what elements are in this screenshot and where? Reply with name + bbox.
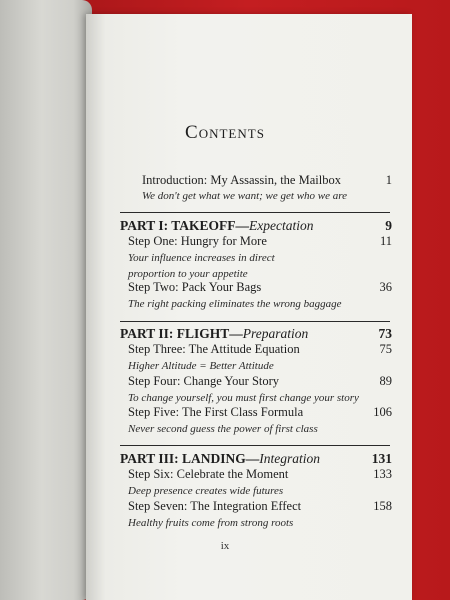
toc-step-tagline: The right packing eliminates the wrong baggage: [128, 298, 342, 310]
toc-step-tagline: To change yourself, you must first change your story: [128, 392, 359, 404]
toc-step-row: [128, 234, 392, 252]
toc-intro-tagline: We don't get what we want; we get who we are: [142, 190, 348, 202]
toc-part-2-label: PART II: FLIGHT: [120, 326, 230, 341]
section-divider: [120, 212, 390, 213]
toc-step-page: 133: [373, 467, 392, 481]
contents-title: Contents: [185, 122, 265, 143]
toc-step-page: 106: [373, 405, 392, 419]
toc-step-tagline: Deep presence creates wide futures: [128, 485, 284, 497]
toc-step-title: Step Six: Celebrate the Moment: [128, 467, 289, 481]
toc-intro-title: Introduction: My Assassin, the Mailbox: [142, 173, 341, 187]
toc-step-title: Step Three: The Attitude Equation: [128, 342, 300, 356]
toc-step-page: 75: [379, 342, 392, 356]
toc-step-row: [128, 499, 392, 517]
toc-part-1-dash: —: [235, 218, 250, 233]
bleed-through-text: [170, 58, 380, 238]
toc-step-page: 158: [373, 499, 392, 513]
toc-part-3-heading: [120, 451, 320, 467]
toc-step-tagline: Healthy fruits come from strong roots: [128, 517, 294, 529]
toc-step-title: Step Seven: The Integration Effect: [128, 499, 302, 513]
toc-step-row: [128, 280, 392, 298]
toc-part-2-heading: [120, 326, 308, 342]
toc-step-tagline: Never second guess the power of first class: [128, 423, 318, 435]
toc-part-3-dash: —: [245, 451, 260, 466]
toc-step-tagline: proportion to your appetite: [128, 268, 248, 280]
toc-step-row: [128, 467, 392, 485]
toc-step-title: Step Four: Change Your Story: [128, 374, 280, 388]
toc-step-page: 11: [379, 234, 392, 248]
section-divider: [120, 321, 390, 322]
toc-part-3-page: 131: [371, 451, 392, 466]
toc-step-tagline: Higher Altitude = Better Attitude: [128, 360, 274, 372]
left-page: [0, 0, 92, 600]
toc-step-page: 89: [379, 374, 392, 388]
toc-step-row: [128, 342, 392, 360]
toc-part-1-label: PART I: TAKEOFF: [120, 218, 236, 233]
toc-part-2-subtitle: Preparation: [242, 326, 309, 341]
toc-intro-page: 1: [385, 173, 392, 187]
toc-part-1-subtitle: Expectation: [249, 218, 314, 233]
toc-step-title: Step One: Hungry for More: [128, 234, 267, 248]
page-number: ix: [220, 540, 230, 552]
toc-part-1-heading: [120, 218, 314, 234]
toc-part-2-dash: —: [229, 326, 243, 341]
toc-step-row: [128, 374, 392, 392]
toc-part-2-page: 73: [378, 326, 392, 341]
toc-part-1-page: 9: [385, 218, 392, 233]
toc-part-3-label: PART III: LANDING: [120, 451, 246, 466]
toc-part-3-subtitle: Integration: [259, 451, 321, 466]
toc-intro-row: [142, 173, 392, 191]
section-divider: [120, 445, 390, 446]
toc-step-tagline: Your influence increases in direct: [128, 252, 275, 264]
toc-step-page: 36: [379, 280, 392, 294]
toc-step-title: Step Five: The First Class Formula: [128, 405, 304, 419]
toc-step-row: [128, 405, 392, 423]
toc-step-title: Step Two: Pack Your Bags: [128, 280, 262, 294]
